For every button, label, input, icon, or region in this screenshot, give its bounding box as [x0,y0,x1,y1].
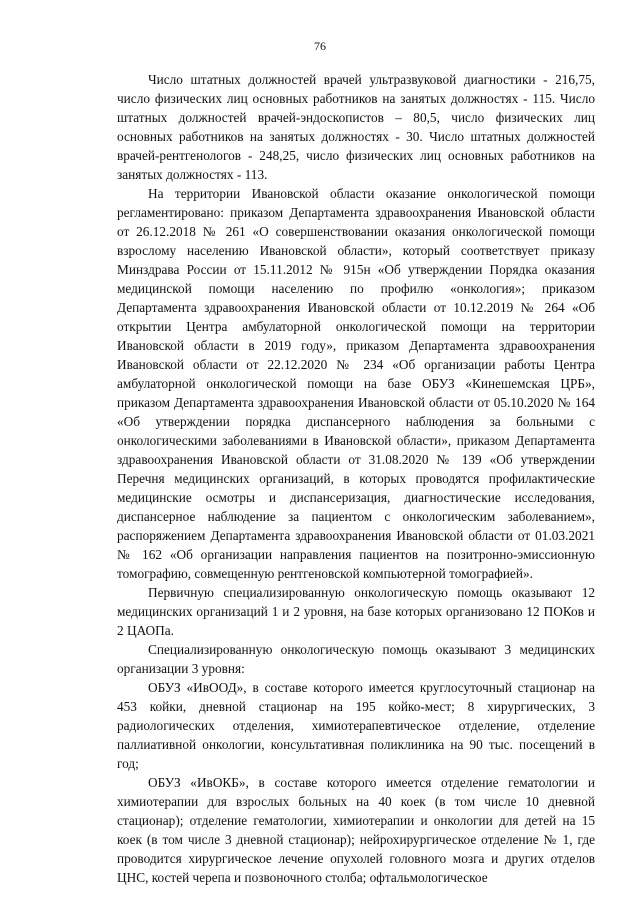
page-number: 76 [314,39,326,53]
paragraph-ivood: ОБУЗ «ИвООД», в составе которого имеется круглосуточный стационар на 453 койки, дневной стационар на 195 койко-мест; 8 хирургических, 3 радиологических отделения, химиотерапевтическое отделение, отделение паллиативной онкологии, консультативная поликлиника на 90 тыс. посещений в год; [117,680,595,771]
paragraph-specialized-care: Специализированную онкологическую помощь оказывают 3 медицинских организации 3 уровня: [117,642,595,676]
body-text [117,70,595,887]
paragraph-ivokb: ОБУЗ «ИвОКБ», в составе которого имеется отделение гематологии и химиотерапии для взрослых больных на 40 коек (в том числе 10 дневной стационар); отделение гематологии, химиотерапии и онкологии для детей на 15 коек (в том числе 3 дневной стационар); нейрохирургическое отделение № 1, где проводится хирургическое лечение опухолей головного мозга и других отделов ЦНС, костей черепа и позвоночного столба; офтальмологическое [117,775,595,885]
paragraph-staff-positions: Число штатных должностей врачей ультразвуковой диагностики - 216,75, число физических лиц основных работников на занятых должностях - 115. Число штатных должностей врачей-эндоскопистов – 80,5, число физических лиц основных работников на занятых должностях - 30. Число штатных должностей врачей-рентгенологов - 248,25, число физических лиц основных работников на занятых должностях - 113. [117,72,595,182]
paragraph-primary-care: Первичную специализированную онкологическую помощь оказывают 12 медицинских организаций 1 и 2 уровня, на базе которых организовано 12 ПОКов и 2 ЦАОПа. [117,585,595,638]
paragraph-regulations: На территории Ивановской области оказание онкологической помощи регламентировано: приказом Департамента здравоохранения Ивановской области от 26.12.2018 № 261 «О совершенствовании оказания онкологической помощи взрослому населению Ивановской области», который соответствует приказу Минздрава России от 15.11.2012 № 915н «Об утверждении Порядка оказания медицинской помощи населению по профилю «онкология»; приказом Департамента здравоохранения Ивановской области от 10.12.2019 № 264 «Об открытии Центра амбулаторной онкологической помощи на территории Ивановской области в 2019 году», приказом Департамента здравоохранения Ивановской области от 22.12.2020 № 234 «Об организации работы Центра амбулаторной онкологической помощи на базе ОБУЗ «Кинешемская ЦРБ», приказом Департамента здравоохранения Ивановской области от 05.10.2020 № 164 «Об утверждении порядка диспансерного наблюдения за больными с онкологическими заболеваниями в Ивановской области», приказом Департамента здравоохранения Ивановской области от 31.08.2020 № 139 «Об утверждении Перечня медицинских организаций, в которых проводятся профилактические медицинские осмотры и диспансеризация, диагностические исследования, диспансерное наблюдение за пациентом с онкологическим заболеванием», распоряжением Департамента здравоохранения Ивановской области от 01.03.2021 № 162 «Об организации направления пациентов на позитронно-эмиссионную томографию, совмещенную рентгеновской компьютерной томографией». [117,186,595,581]
